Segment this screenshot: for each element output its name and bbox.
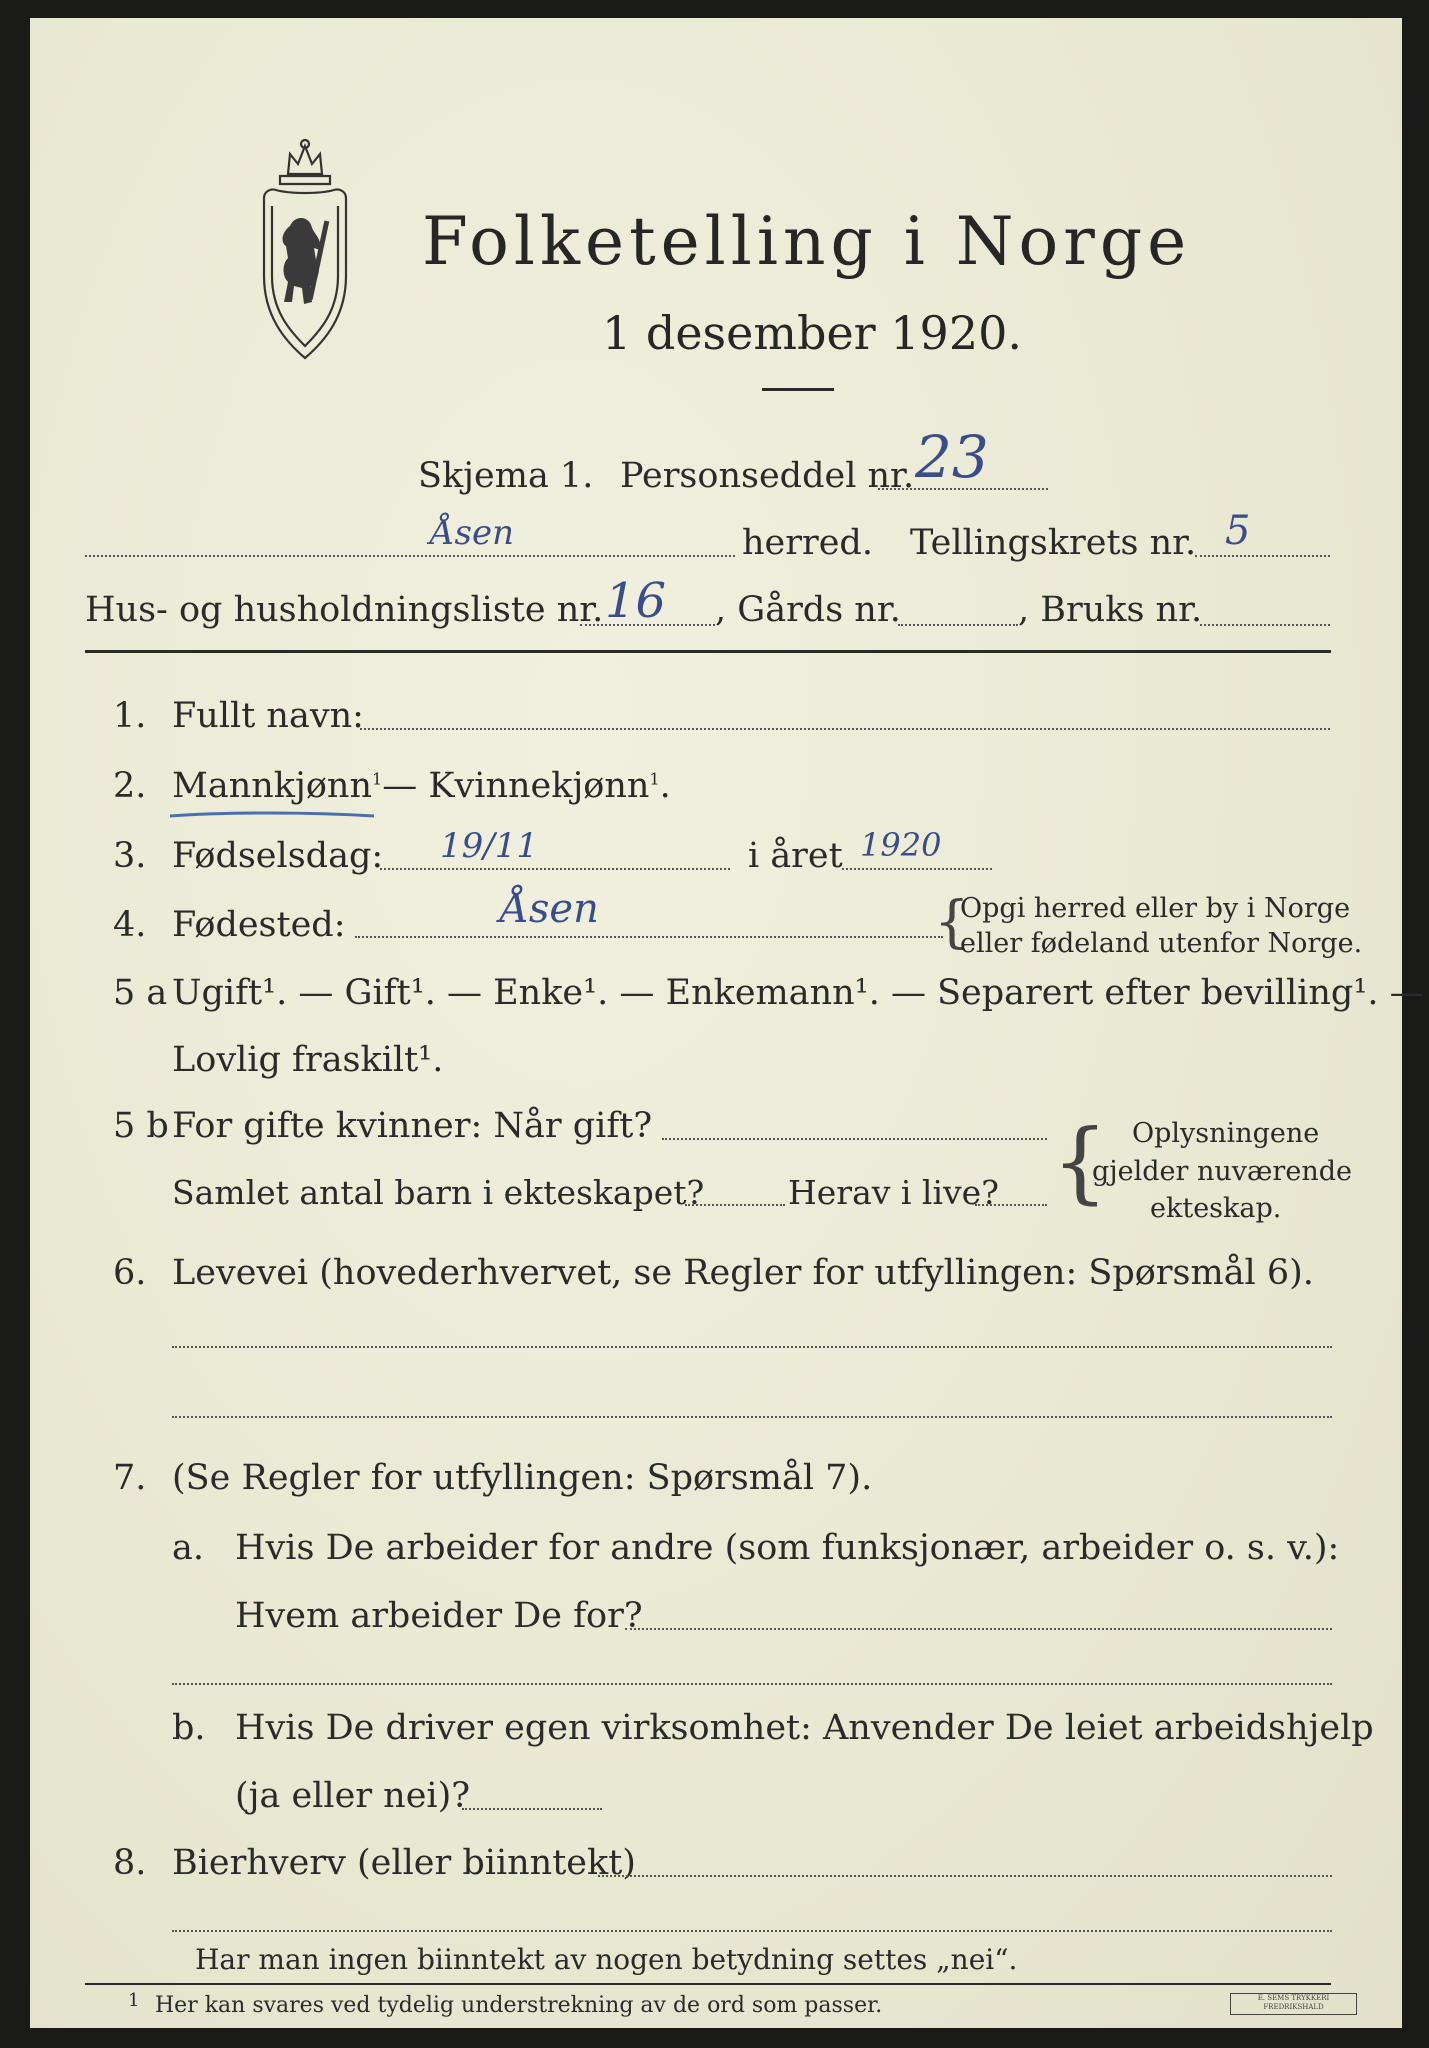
title-divider <box>762 388 834 391</box>
q7a-letter: a. <box>172 1528 204 1568</box>
hired-help-field[interactable] <box>462 1808 602 1810</box>
side-income-field[interactable] <box>598 1875 1332 1877</box>
q5b-note-2: gjelder nuværende <box>1092 1156 1352 1187</box>
q5b-number: 5 b <box>113 1106 169 1146</box>
document-title: Folketelling i Norge <box>422 203 1192 280</box>
q3-number: 3. <box>113 836 147 876</box>
q4-label: Fødested: <box>172 905 346 945</box>
birthplace-value[interactable]: Åsen <box>500 886 599 932</box>
mannkjonn-underline <box>168 808 378 822</box>
employer-field[interactable] <box>625 1628 1332 1630</box>
q4-number: 4. <box>113 905 147 945</box>
census-date: 1 desember 1920. <box>602 306 1022 360</box>
q7b-letter: b. <box>172 1708 206 1748</box>
birth-year-line <box>842 868 992 870</box>
header-rule <box>85 650 1331 653</box>
year-label: i året <box>748 836 843 876</box>
married-date-field[interactable] <box>662 1138 1047 1140</box>
birthday-value[interactable]: 19/11 <box>440 826 538 866</box>
q5b-note-1: Oplysningene <box>1132 1118 1320 1149</box>
q7a-line-1: Hvis De arbeider for andre (som funksjonær, arbeider o. s. v.): <box>235 1528 1340 1568</box>
skjema-label: Skjema 1. <box>418 456 594 496</box>
q2-number: 2. <box>113 766 147 806</box>
children-count-field[interactable] <box>685 1204 785 1206</box>
q5b-label-children: Samlet antal barn i ekteskapet? <box>172 1173 705 1212</box>
bruks-line <box>1200 624 1330 626</box>
occupation-field-1[interactable] <box>172 1346 1332 1348</box>
birthplace-line <box>355 936 943 938</box>
herred-line <box>85 555 735 557</box>
q4-brace: { <box>934 890 970 955</box>
q5b-label-alive: Herav i live? <box>788 1173 999 1212</box>
q1-label: Fullt navn: <box>172 696 364 736</box>
marital-status-divorced[interactable]: Lovlig fraskilt¹. <box>172 1040 444 1080</box>
tellingskrets-value[interactable]: 5 <box>1225 508 1251 554</box>
hus-value[interactable]: 16 <box>605 573 667 629</box>
q6-label: Levevei (hovederhvervet, se Regler for utfyllingen: Spørsmål 6). <box>172 1253 1314 1293</box>
q6-number: 6. <box>113 1253 147 1293</box>
tellingskrets-line <box>1195 555 1330 557</box>
herred-label: herred. <box>742 523 873 563</box>
herred-value[interactable]: Åsen <box>430 513 515 553</box>
footer-rule <box>85 1983 1331 1985</box>
q1-number: 1. <box>113 696 147 736</box>
option-mannkjonn[interactable]: Mannkjønn <box>172 766 373 806</box>
birthday-line <box>380 868 730 870</box>
q4-note-2: eller fødeland utenfor Norge. <box>960 928 1363 959</box>
personseddel-value[interactable]: 23 <box>915 423 989 491</box>
gards-line <box>898 624 1018 626</box>
tellingskrets-label: Tellingskrets nr. <box>910 523 1197 563</box>
q5b-label-married: For gifte kvinner: Når gift? <box>172 1106 653 1146</box>
option-kvinnekjonn[interactable]: — Kvinnekjønn <box>382 766 650 806</box>
birth-year-value[interactable]: 1920 <box>860 826 942 864</box>
footnote-text: Her kan svares ved tydelig understrekning av de ord som passer. <box>155 1993 883 2018</box>
q7-number: 7. <box>113 1458 147 1498</box>
q5a-number: 5 a <box>113 973 168 1013</box>
coat-of-arms-icon <box>250 136 360 368</box>
bruks-label: , Bruks nr. <box>1018 590 1203 630</box>
q7a-line-2: Hvem arbeider De for? <box>235 1596 643 1636</box>
q5b-note-3: ekteskap. <box>1150 1193 1282 1224</box>
gards-label: , Gårds nr. <box>715 590 901 630</box>
census-form-sheet <box>30 18 1425 2028</box>
q3-label: Fødselsdag: <box>172 836 384 876</box>
q2-end: . <box>659 766 671 806</box>
q4-note-1: Opgi herred eller by i Norge <box>960 893 1351 924</box>
footnote-number: 1 <box>128 1990 140 2011</box>
occupation-field-2[interactable] <box>172 1416 1332 1418</box>
side-income-field-2[interactable] <box>172 1930 1332 1932</box>
q7b-line-1: Hvis De driver egen virksomhet: Anvender De leiet arbeidshjelp <box>235 1708 1374 1748</box>
q2-footnote-marker-2: 1 <box>649 769 660 789</box>
q2-footnote-marker: 1 <box>372 769 383 789</box>
q2-options <box>172 766 671 806</box>
full-name-field[interactable] <box>360 728 1330 730</box>
q5b-brace: { <box>1052 1110 1108 1213</box>
q7-label: (Se Regler for utfyllingen: Spørsmål 7). <box>172 1458 873 1498</box>
q8-label: Bierhverv (eller biinntekt) <box>172 1843 636 1883</box>
hus-label: Hus- og husholdningsliste nr. <box>85 590 604 630</box>
q7b-line-2: (ja eller nei)? <box>235 1776 471 1816</box>
footer-note: Har man ingen biinntekt av nogen betydning settes „nei“. <box>195 1943 1018 1976</box>
children-alive-field[interactable] <box>975 1204 1047 1206</box>
employer-field-2[interactable] <box>172 1683 1332 1685</box>
q8-number: 8. <box>113 1843 147 1883</box>
printer-stamp: E. SEMS TRYKKERI FREDRIKSHALD <box>1230 1993 1357 2015</box>
personseddel-label: Personseddel nr. <box>620 456 915 496</box>
marital-status-options[interactable]: Ugift¹. — Gift¹. — Enke¹. — Enkemann¹. — Separert efter bevilling¹. — <box>172 973 1425 1013</box>
